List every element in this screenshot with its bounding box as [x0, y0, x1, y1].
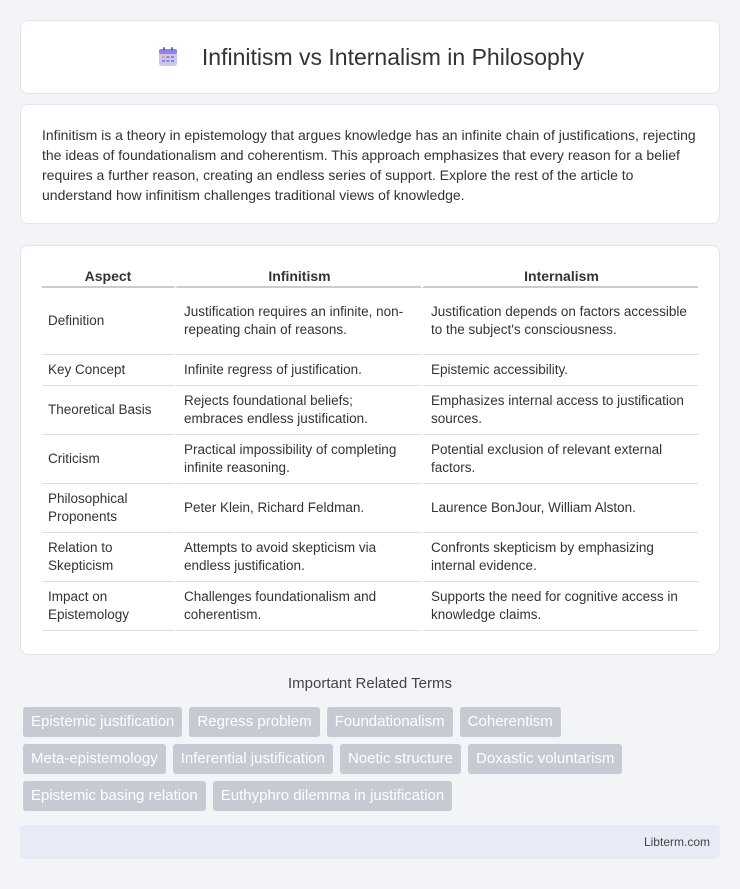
table-cell: Laurence BonJour, William Alston. [421, 484, 698, 533]
comparison-card [20, 245, 720, 655]
related-term-tag[interactable]: Foundationalism [327, 707, 453, 737]
table-cell: Definition [42, 288, 174, 355]
related-terms-title: Important Related Terms [288, 675, 452, 692]
table-row [42, 582, 698, 631]
footer [20, 825, 720, 859]
table-row [42, 533, 698, 582]
table-cell: Confronts skepticism by emphasizing internal evidence. [421, 533, 698, 582]
related-term-tag[interactable]: Epistemic justification [23, 707, 182, 737]
intro-text: Infinitism is a theory in epistemology that argues knowledge has an infinite chain of justifications, rejecting the ideas of foundationalism and coherentism. This approach emphasizes that every reason for a belief requires a further reason, creating an endless series of support. Explore the rest of the article to understand how infinitism challenges traditional views of knowledge. [42, 127, 696, 203]
related-term-tag[interactable]: Euthyphro dilemma in justification [213, 781, 452, 811]
table-row [42, 435, 698, 484]
table-row [42, 355, 698, 386]
column-header: Aspect [42, 264, 174, 288]
intro-card [20, 104, 720, 224]
table-row [42, 288, 698, 355]
table-cell: Potential exclusion of relevant external factors. [421, 435, 698, 484]
column-header: Infinitism [174, 264, 421, 288]
table-header-row [42, 264, 698, 288]
calendar-icon [156, 45, 180, 69]
table-cell: Theoretical Basis [42, 386, 174, 435]
table-cell: Justification requires an infinite, non-repeating chain of reasons. [174, 288, 421, 355]
table-cell: Relation to Skepticism [42, 533, 174, 582]
column-header: Internalism [421, 264, 698, 288]
footer-site-link[interactable]: Libterm.com [643, 835, 710, 849]
comparison-table [42, 264, 698, 631]
table-cell: Impact on Epistemology [42, 582, 174, 631]
related-term-tag[interactable]: Meta-epistemology [23, 744, 166, 774]
table-cell: Practical impossibility of completing infinite reasoning. [174, 435, 421, 484]
related-term-tag[interactable]: Regress problem [189, 707, 319, 737]
table-cell: Rejects foundational beliefs; embraces endless justification. [174, 386, 421, 435]
table-cell: Epistemic accessibility. [421, 355, 698, 386]
table-cell: Criticism [42, 435, 174, 484]
related-terms-list [23, 707, 723, 818]
table-cell: Infinite regress of justification. [174, 355, 421, 386]
tag-row [23, 707, 723, 737]
tag-row [23, 781, 723, 811]
related-term-tag[interactable]: Coherentism [460, 707, 561, 737]
table-row [42, 484, 698, 533]
table-cell: Supports the need for cognitive access in knowledge claims. [421, 582, 698, 631]
table-cell: Philosophical Proponents [42, 484, 174, 533]
table-cell: Attempts to avoid skepticism via endless justification. [174, 533, 421, 582]
related-term-tag[interactable]: Noetic structure [340, 744, 461, 774]
page-title: Infinitism vs Internalism in Philosophy [201, 43, 585, 70]
table-cell: Emphasizes internal access to justification sources. [421, 386, 698, 435]
header-card [20, 20, 720, 94]
table-row [42, 386, 698, 435]
table-cell: Justification depends on factors accessible to the subject's consciousness. [421, 288, 698, 355]
table-cell: Challenges foundationalism and coherentism. [174, 582, 421, 631]
tag-row [23, 744, 723, 774]
table-cell: Peter Klein, Richard Feldman. [174, 484, 421, 533]
related-term-tag[interactable]: Inferential justification [173, 744, 333, 774]
related-term-tag[interactable]: Doxastic voluntarism [468, 744, 622, 774]
table-cell: Key Concept [42, 355, 174, 386]
related-term-tag[interactable]: Epistemic basing relation [23, 781, 206, 811]
